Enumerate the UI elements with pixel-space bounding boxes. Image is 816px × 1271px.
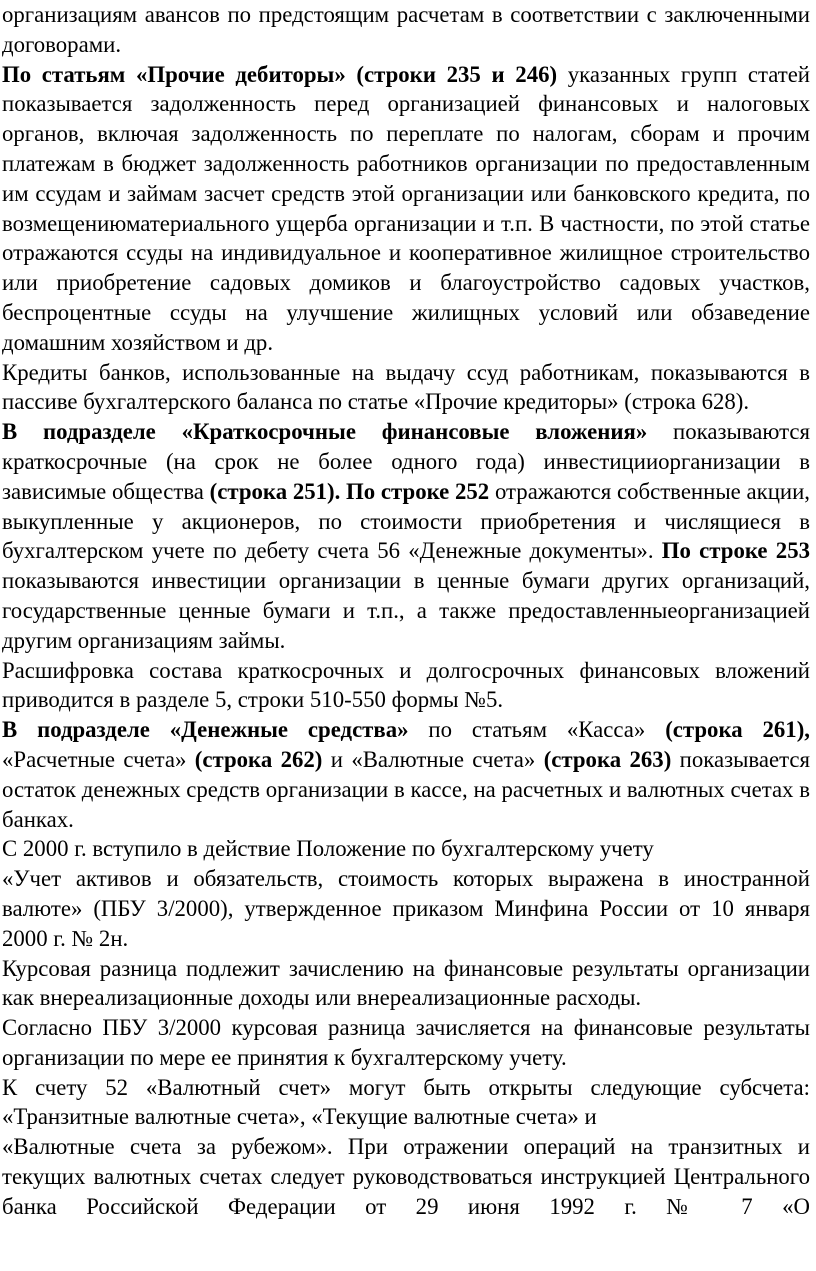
text-segment: Согласно ПБУ 3/2000 курсовая разница зачисляется на финансовые результаты организации по мере ее принятия к бухгалтерскому учету. — [2, 1015, 810, 1070]
text-segment: указанных групп статей показывается задолженность перед организацией финансовых и налоговых органов, включая задолженность по переплате по налогам, сборам и прочим платежам в бюджет задолженность работников организации по предоставленным им ссудам и займам засчет средств этой организации или банковского кредита, по возмещениюматериального ущерба организации и т.п. В частности, по этой статье отражаются ссуды на индивидуальное и кооперативное жилищное строительство или приобретение садовых домиков и благоустройство садовых участков, беспроцентные ссуды на улучшение жилищных условий или обзаведение домашним хозяйством и др. — [2, 61, 811, 355]
bold-text-segment: (строка 262) — [194, 746, 323, 772]
paragraph — [2, 715, 810, 834]
text-segment: «Валютные счета за рубежом». При отражении операций на транзитных и текущих валютных счетах следует руководствоваться инструкцией Центрального банка Российской Федерации от 29 июня 1992 г. № 7 «О — [2, 1134, 810, 1219]
text-segment: и «Валютные счета» — [322, 746, 544, 772]
paragraph — [2, 1132, 810, 1221]
text-segment: С 2000 г. вступило в действие Положение по бухгалтерскому учету — [2, 836, 654, 862]
bold-text-segment: (строка 261), — [665, 717, 810, 743]
text-segment: показываются краткосрочные (на срок не более одного года) инвестицииорганизации в зависимые общества — [2, 419, 810, 504]
text-segment: Кредиты банков, использованные на выдачу ссуд работникам, показываются в пассиве бухгалтерского баланса по статье «Прочие кредиторы» (строка 628). — [2, 359, 810, 415]
bold-text-segment: В подразделе «Краткосрочные финансовые вложения» — [2, 419, 648, 445]
bold-text-segment: (строка 263) — [543, 746, 672, 772]
text-segment: Расшифровка состава краткосрочных и долгосрочных финансовых вложений приводится в разделе 5, строки 510-550 формы №5. — [2, 657, 810, 713]
paragraph — [2, 417, 810, 655]
bold-text-segment: По строке 253 — [661, 538, 810, 564]
paragraph — [2, 656, 810, 716]
paragraph — [2, 864, 810, 953]
paragraph — [2, 60, 810, 358]
text-segment: организациям авансов по предстоящим расчетам в соответствии с заключенными договорами. — [2, 2, 810, 57]
text-segment: показываются инвестиции организации в ценные бумаги других организаций, государственные ценные бумаги и т.п., а также предоставленныеорганизацией другим организациям займы. — [2, 568, 810, 653]
paragraph — [2, 1073, 810, 1133]
text-segment: К счету 52 «Валютный счет» могут быть открыты следующие субсчета: «Транзитные валютные счета», «Текущие валютные счета» и — [2, 1074, 810, 1130]
paragraph — [2, 358, 810, 418]
bold-text-segment: По статьям «Прочие дебиторы» (строки 235 и 246) — [2, 61, 558, 87]
text-segment: «Учет активов и обязательств, стоимость которых выражена в иностранной валюте» (ПБУ 3/2000), утвержденное приказом Минфина России от 10 января 2000 г. № 2н. — [2, 866, 810, 951]
text-segment: отражаются собственные акции, выкупленные у акционеров, по стоимости приобретения и числящиеся в бухгалтерском учете по дебету счета 56 «Денежные документы». — [2, 478, 810, 564]
paragraph — [2, 834, 810, 864]
text-segment: «Расчетные счета» — [2, 746, 195, 772]
text-segment: Курсовая разница подлежит зачислению на финансовые результаты организации как внереализационные доходы или внереализационные расходы. — [2, 955, 810, 1011]
paragraph — [2, 954, 810, 1014]
paragraph — [2, 1013, 810, 1073]
paragraph — [2, 0, 810, 60]
bold-text-segment: (строка 251). По строке 252 — [209, 478, 490, 504]
bold-text-segment: В подразделе «Денежные средства» — [2, 717, 409, 743]
text-segment: по статьям «Касса» — [408, 717, 666, 743]
text-segment: показывается остаток денежных средств организации в кассе, на расчетных и валютных счетах в банках. — [2, 746, 810, 832]
